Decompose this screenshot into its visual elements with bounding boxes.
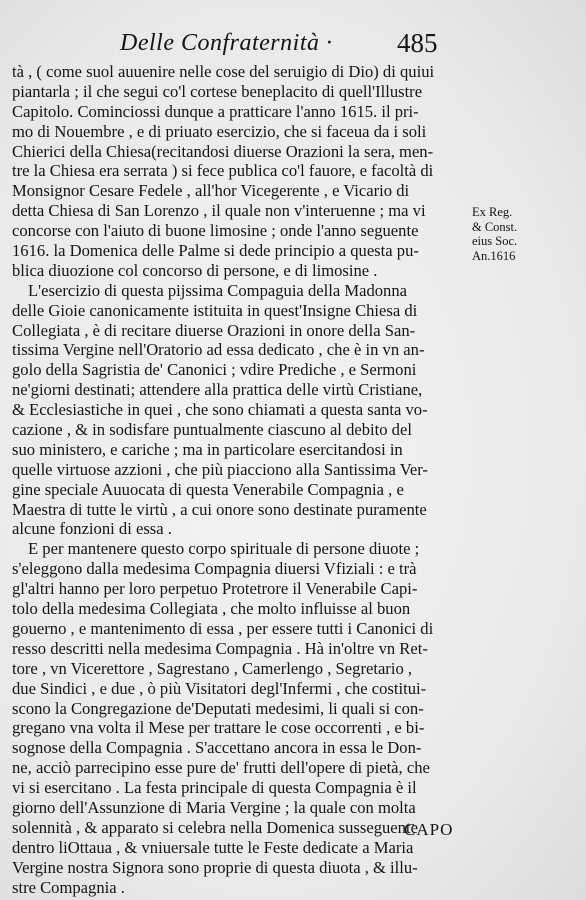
- text-line: s'eleggono dalla medesima Compagnia diuersi Vfiziali : e trà: [12, 559, 417, 579]
- text-line: dentro liOttaua , & vniuersale tutte le Feste dedicate a Maria: [12, 837, 414, 857]
- text-line: L'esercizio di questa pijssima Compaguia della Madonna: [28, 280, 408, 300]
- text-line: gl'altri hanno per loro perpetuo Protetrore il Venerabile Capi-: [12, 579, 418, 599]
- margin-note-line: Ex Reg.: [472, 205, 513, 219]
- text-line: quelle virtuose azzioni , che più piacciono alla Santissima Ver-: [12, 459, 428, 479]
- text-line: E per mantenere questo corpo spirituale di persone diuote ;: [28, 539, 420, 559]
- text-line: tissima Vergine nell'Oratorio ad essa dedicato , che è in vn an-: [12, 340, 425, 360]
- text-line: detta Chiesa di San Lorenzo , il quale non v'interuenne ; ma vi: [12, 201, 426, 221]
- text-line: tore , vn Vicerettore , Sagrestano , Camerlengo , Segretario ,: [12, 658, 413, 678]
- text-line: delle Gioie canonicamente istituita in quest'Insigne Chiesa di: [12, 300, 418, 320]
- text-line: ne'giorni destinati; attendere alla prattica delle virtù Cristiane,: [12, 380, 423, 400]
- text-line: cazione , & in sodisfare puntualmente ciascuno al debito del: [12, 420, 412, 440]
- margin-note: [472, 205, 582, 263]
- text-line: & Ecclesiastiche in quei , che sono chiamati a questa santa vo-: [12, 400, 428, 420]
- text-line: solennità , & apparato si celebra nella Domenica susseguente: [12, 817, 418, 837]
- text-line: concorse con l'aiuto di buone limosine ; onde l'anno seguente: [12, 221, 419, 241]
- text-line: piantarla ; il che segui co'l cortese beneplacito di quell'Illustre: [12, 81, 423, 101]
- text-line: giorno dell'Assunzione di Maria Vergine ; la quale con molta: [12, 797, 416, 817]
- text-line: mo di Nouembre , e di priuato esercizio, che si faceua da i soli: [12, 121, 427, 141]
- text-line: alcune fonzioni di essa .: [12, 519, 172, 539]
- margin-note-line: An.1616: [472, 248, 516, 263]
- text-line: Maestra di tutte le virtù , a cui onore sono destinate puramente: [12, 499, 427, 519]
- text-line: Vergine nostra Signora sono proprie di questa diuota , & illu-: [12, 857, 418, 877]
- text-line: Collegiata , è di recitare diuerse Orazioni in onore della San-: [12, 320, 416, 340]
- text-line: tre la Chiesa era serrata ) si fece publica co'l fauore, e facoltà di: [12, 161, 434, 181]
- text-line: suo ministero, e cariche ; ma in particolare esercitandosi in: [12, 439, 403, 459]
- text-line: Chierici della Chiesa(recitandosi diuerse Orazioni la sera, men-: [12, 141, 434, 161]
- text-line: scono la Congregazione de'Deputati medesimi, li quali si con-: [12, 698, 424, 718]
- text-line: gine speciale Auuocata di questa Venerabile Compagnia , e: [12, 479, 404, 499]
- text-line: golo della Sagristia de' Canonici ; vdire Prediche , e Sermoni: [12, 360, 417, 380]
- text-line: Monsignor Cesare Fedele , all'hor Vicegerente , e Vicario di: [12, 181, 410, 201]
- text-line: vi si esercitano . La festa principale di questa Compagnia è il: [12, 778, 417, 798]
- margin-note-line: eius Soc.: [472, 234, 518, 248]
- text-line: sognose della Compagnia . S'accettano ancora in essa le Don-: [12, 738, 422, 758]
- running-title: Delle Confraternità ·: [120, 30, 333, 56]
- margin-note-line: & Const.: [472, 219, 518, 234]
- text-line: due Sindici , e due , ò più Visitatori degl'Infermi , che costitui-: [12, 678, 427, 698]
- text-line: ne, acciò parrecipino esse pure de' frutti dell'opere di pietà, che: [12, 758, 430, 778]
- page-number: 485: [397, 28, 438, 58]
- text-line: resso descritti nella medesima Compagnia . Hà in'oltre vn Ret-: [12, 638, 428, 658]
- body-text: [12, 62, 464, 897]
- text-line: Capitolo. Cominciossi dunque a pratticare l'anno 1615. il pri-: [12, 101, 419, 121]
- text-line: stre Compagnia .: [12, 877, 125, 897]
- text-line: gregano vna volta il Mese per trattare le cose occorrenti , e bi-: [12, 718, 425, 738]
- text-line: 1616. la Domenica delle Palme si dede principio a questa pu-: [12, 241, 419, 261]
- text-line: blica diuozione col concorso di persone, e di limosine .: [12, 260, 378, 280]
- text-line: gouerno , e mantenimento di essa , per essere tutti i Canonici di: [12, 618, 434, 638]
- catchword: CAPO: [404, 820, 454, 839]
- text-line: tolo della medesima Collegiata , che molto influisse al buon: [12, 599, 411, 619]
- text-line: tà , ( come suol auuenire nelle cose del seruigio di Dio) di quiui: [12, 62, 435, 81]
- page-header: [0, 28, 586, 64]
